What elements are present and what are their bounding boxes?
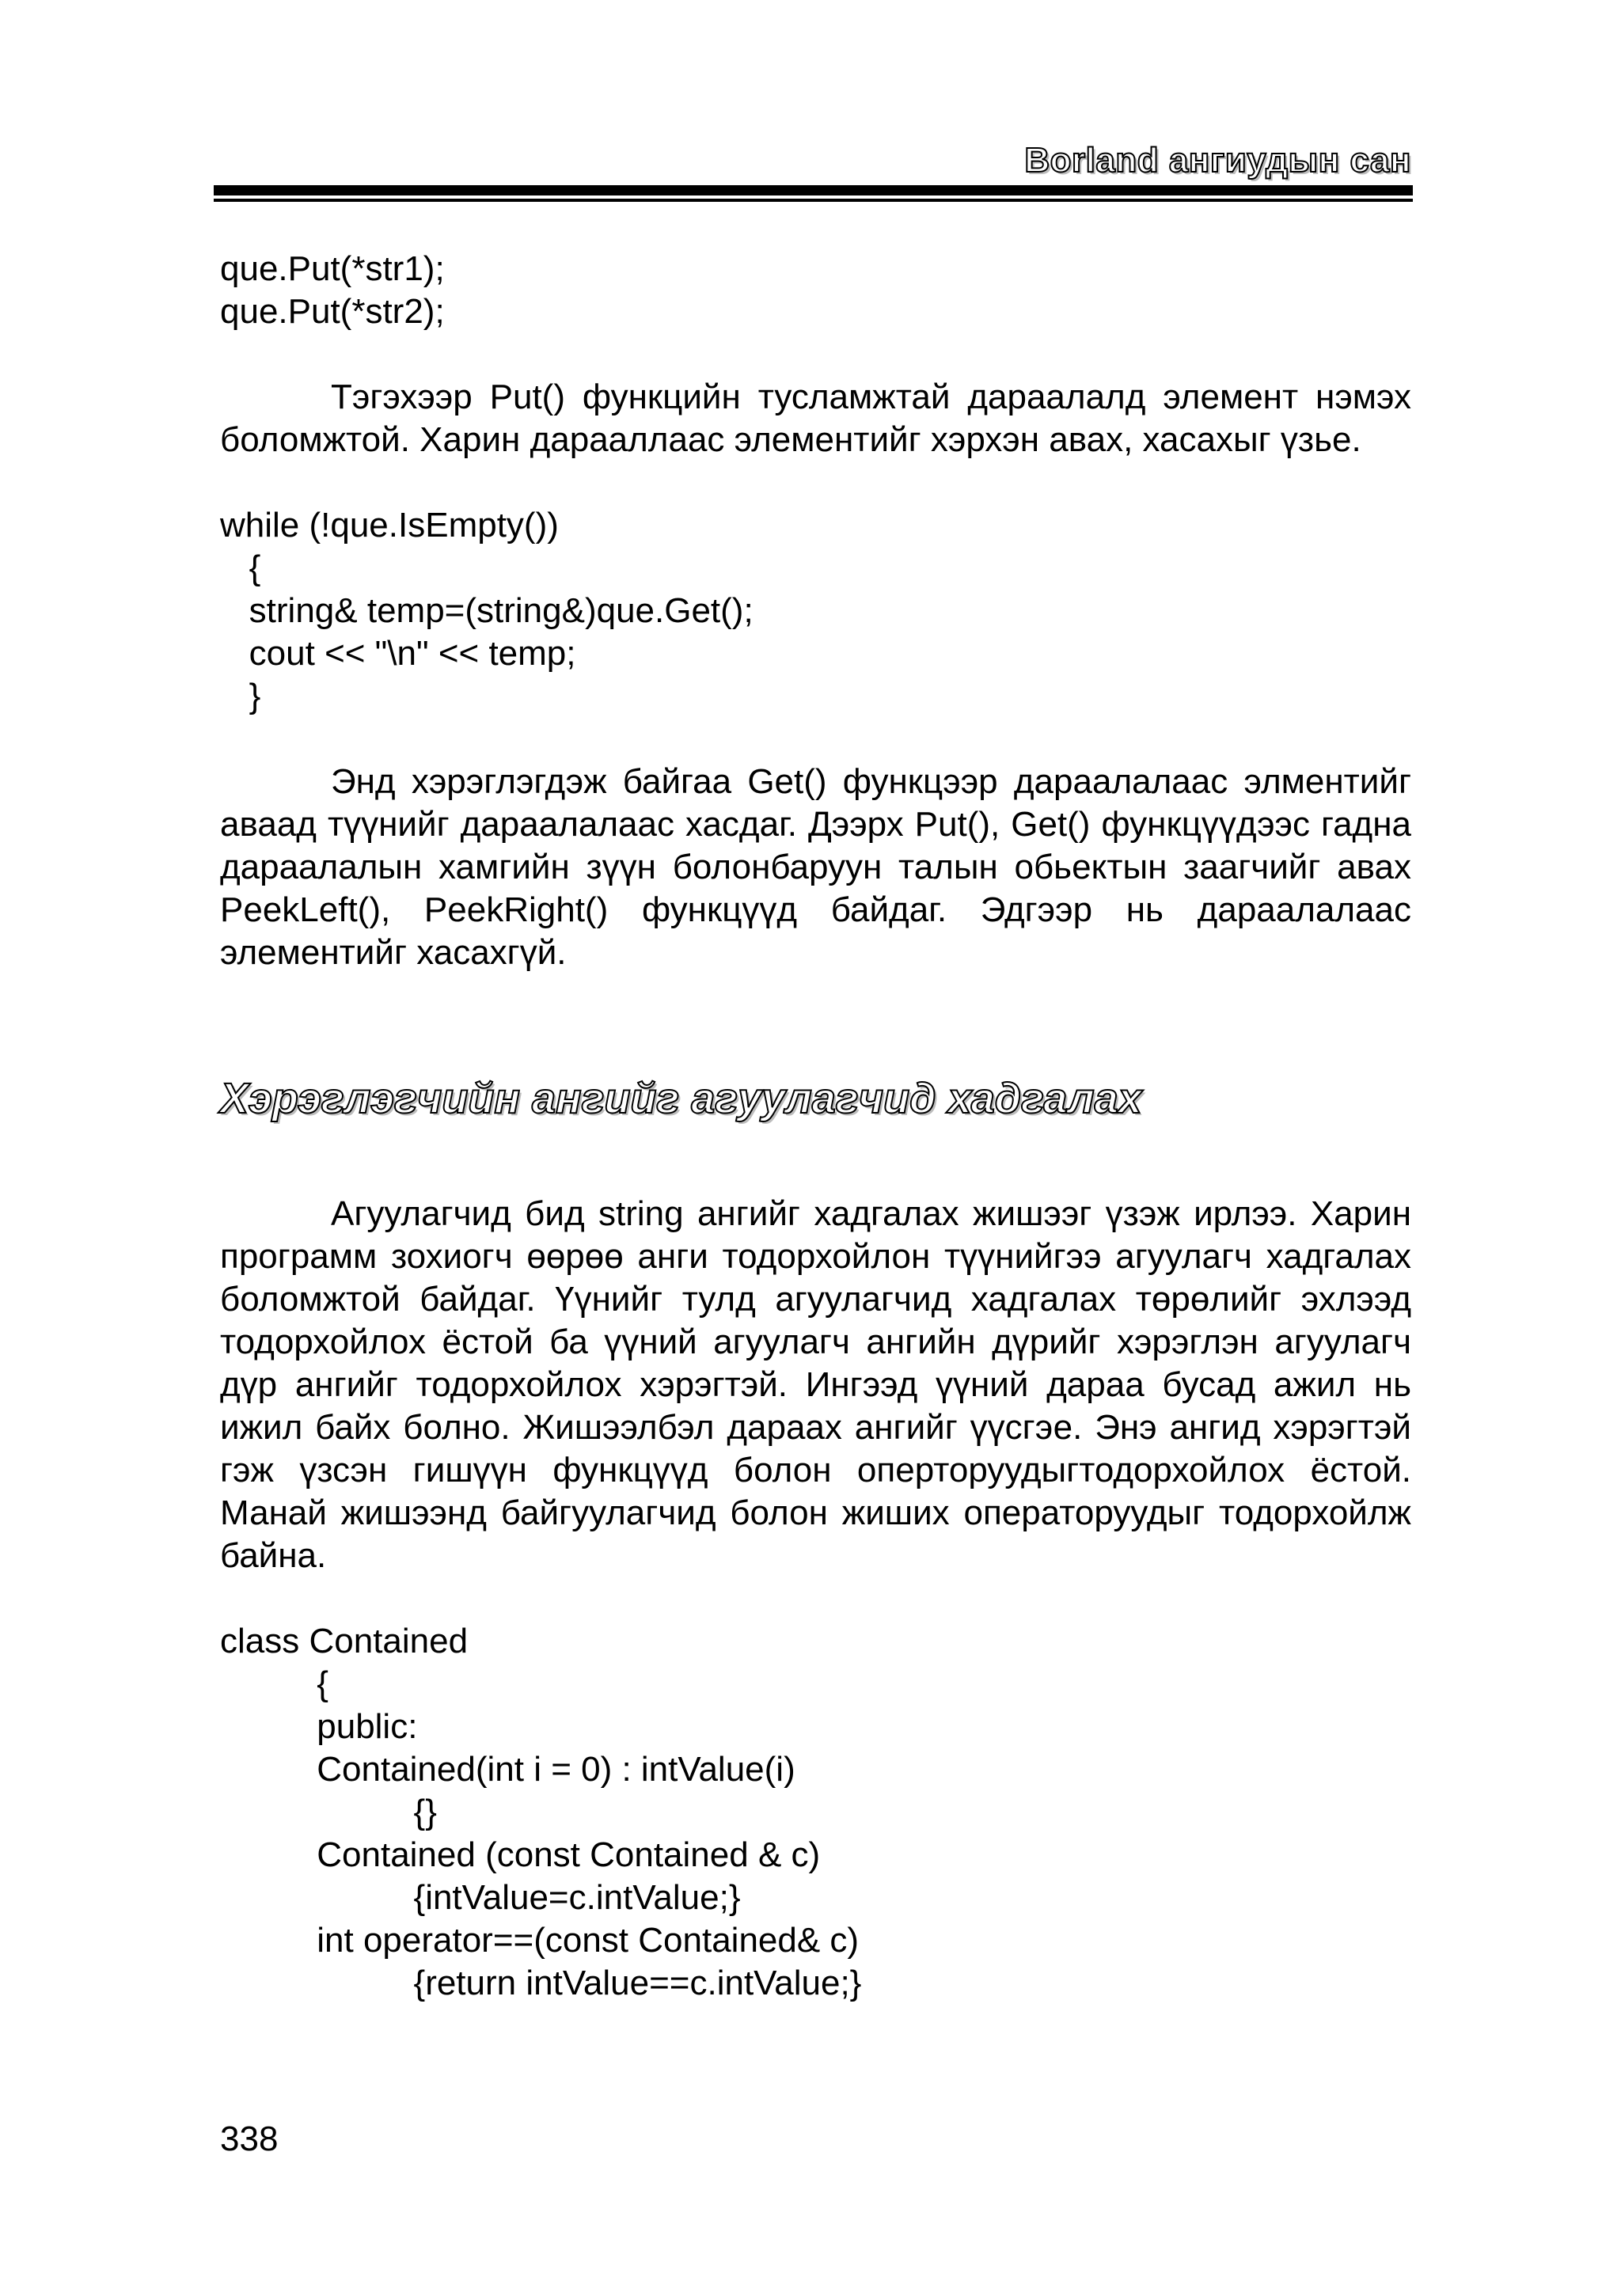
page-number: 338 [220, 2120, 279, 2158]
spacer [220, 461, 1411, 504]
paragraph-put-explanation: Тэгэхээр Put() функцийн тусламжтай дараалалд элемент нэмэх боломжтой. Харин дарааллаас элементийг хэрхэн авах, хасахыг үзье. [220, 378, 1411, 459]
section-heading: Хэрэглэгчийн ангийг агуулагчид хадгалах [220, 1075, 1142, 1122]
code-line: que.Put(*str2); [220, 292, 445, 331]
paragraph-get-explanation: Энд хэрэглэгдэж байгаа Get() функцээр дараалалаас элментийг аваад түүнийг дараалалаас хасдаг. Дээрх Put(), Get() функцүүдээс гадна дараалалын хамгийн зүүн болонбаруун талын обьектын заагчийг авах PeekLeft(), PeekRight() функцүүд байдаг. Эдгээр нь дараалалаас элементийг хасахгүй. [220, 762, 1411, 972]
code-line: public: [220, 1707, 418, 1746]
code-block-put [220, 248, 1411, 333]
code-line: } [220, 677, 261, 715]
code-line: class Contained [220, 1622, 469, 1660]
code-line: int operator==(const Contained& c) [220, 1921, 860, 1960]
running-header: Borland ангиудын сан [1024, 141, 1411, 180]
spacer [220, 1577, 1411, 1620]
code-line: cout << "\n" << temp; [220, 634, 576, 673]
spacer [220, 974, 1411, 1071]
code-line: Contained(int i = 0) : intValue(i) [220, 1750, 795, 1789]
code-line: {} [220, 1793, 437, 1831]
code-line: { [220, 548, 261, 587]
header-rule-thick [214, 185, 1413, 195]
code-block-while [220, 504, 1411, 718]
code-line: {return intValue==c.intValue;} [220, 1964, 862, 2002]
spacer [220, 1126, 1411, 1193]
code-line: que.Put(*str1); [220, 249, 445, 288]
code-line: Contained (const Contained & c) [220, 1835, 821, 1874]
code-line: while (!que.IsEmpty()) [220, 506, 559, 545]
code-line: string& temp=(string&)que.Get(); [220, 591, 754, 630]
header-rule-thin [214, 199, 1413, 202]
code-line: {intValue=c.intValue;} [220, 1878, 741, 1917]
book-page [220, 0, 1411, 2296]
code-line: { [220, 1664, 328, 1703]
page-content [220, 248, 1411, 2005]
code-block-class-contained [220, 1620, 1411, 2005]
spacer [220, 333, 1411, 376]
spacer [220, 718, 1411, 761]
paragraph-user-class-explanation: Агуулагчид бид string ангийг хадгалах жишээг үзэж ирлээ. Харин программ зохиогч өөрөө анги тодорхойлон түүнийгээ агуулагч хадгалах боломжтой байдаг. Үүнийг тулд агуулагчид хадгалах төрөлийг эхлээд тодорхойлох ёстой ба үүний агуулагч ангийн дүрийг хэрэглэн агуулагч дүр ангийг тодорхойлох хэрэгтэй. Ингээд үүний дараа бусад ажил нь ижил байх болно. Жишээлбэл дараах ангийг үүсгэе. Энэ ангид хэрэгтэй гэж үзсэн гишүүн функцүүд болон оперторуудыгтодорхойлох ёстой. Манай жишээнд байгуулагчид болон жиших операторуудыг тодорхойлж байна. [220, 1194, 1411, 1575]
